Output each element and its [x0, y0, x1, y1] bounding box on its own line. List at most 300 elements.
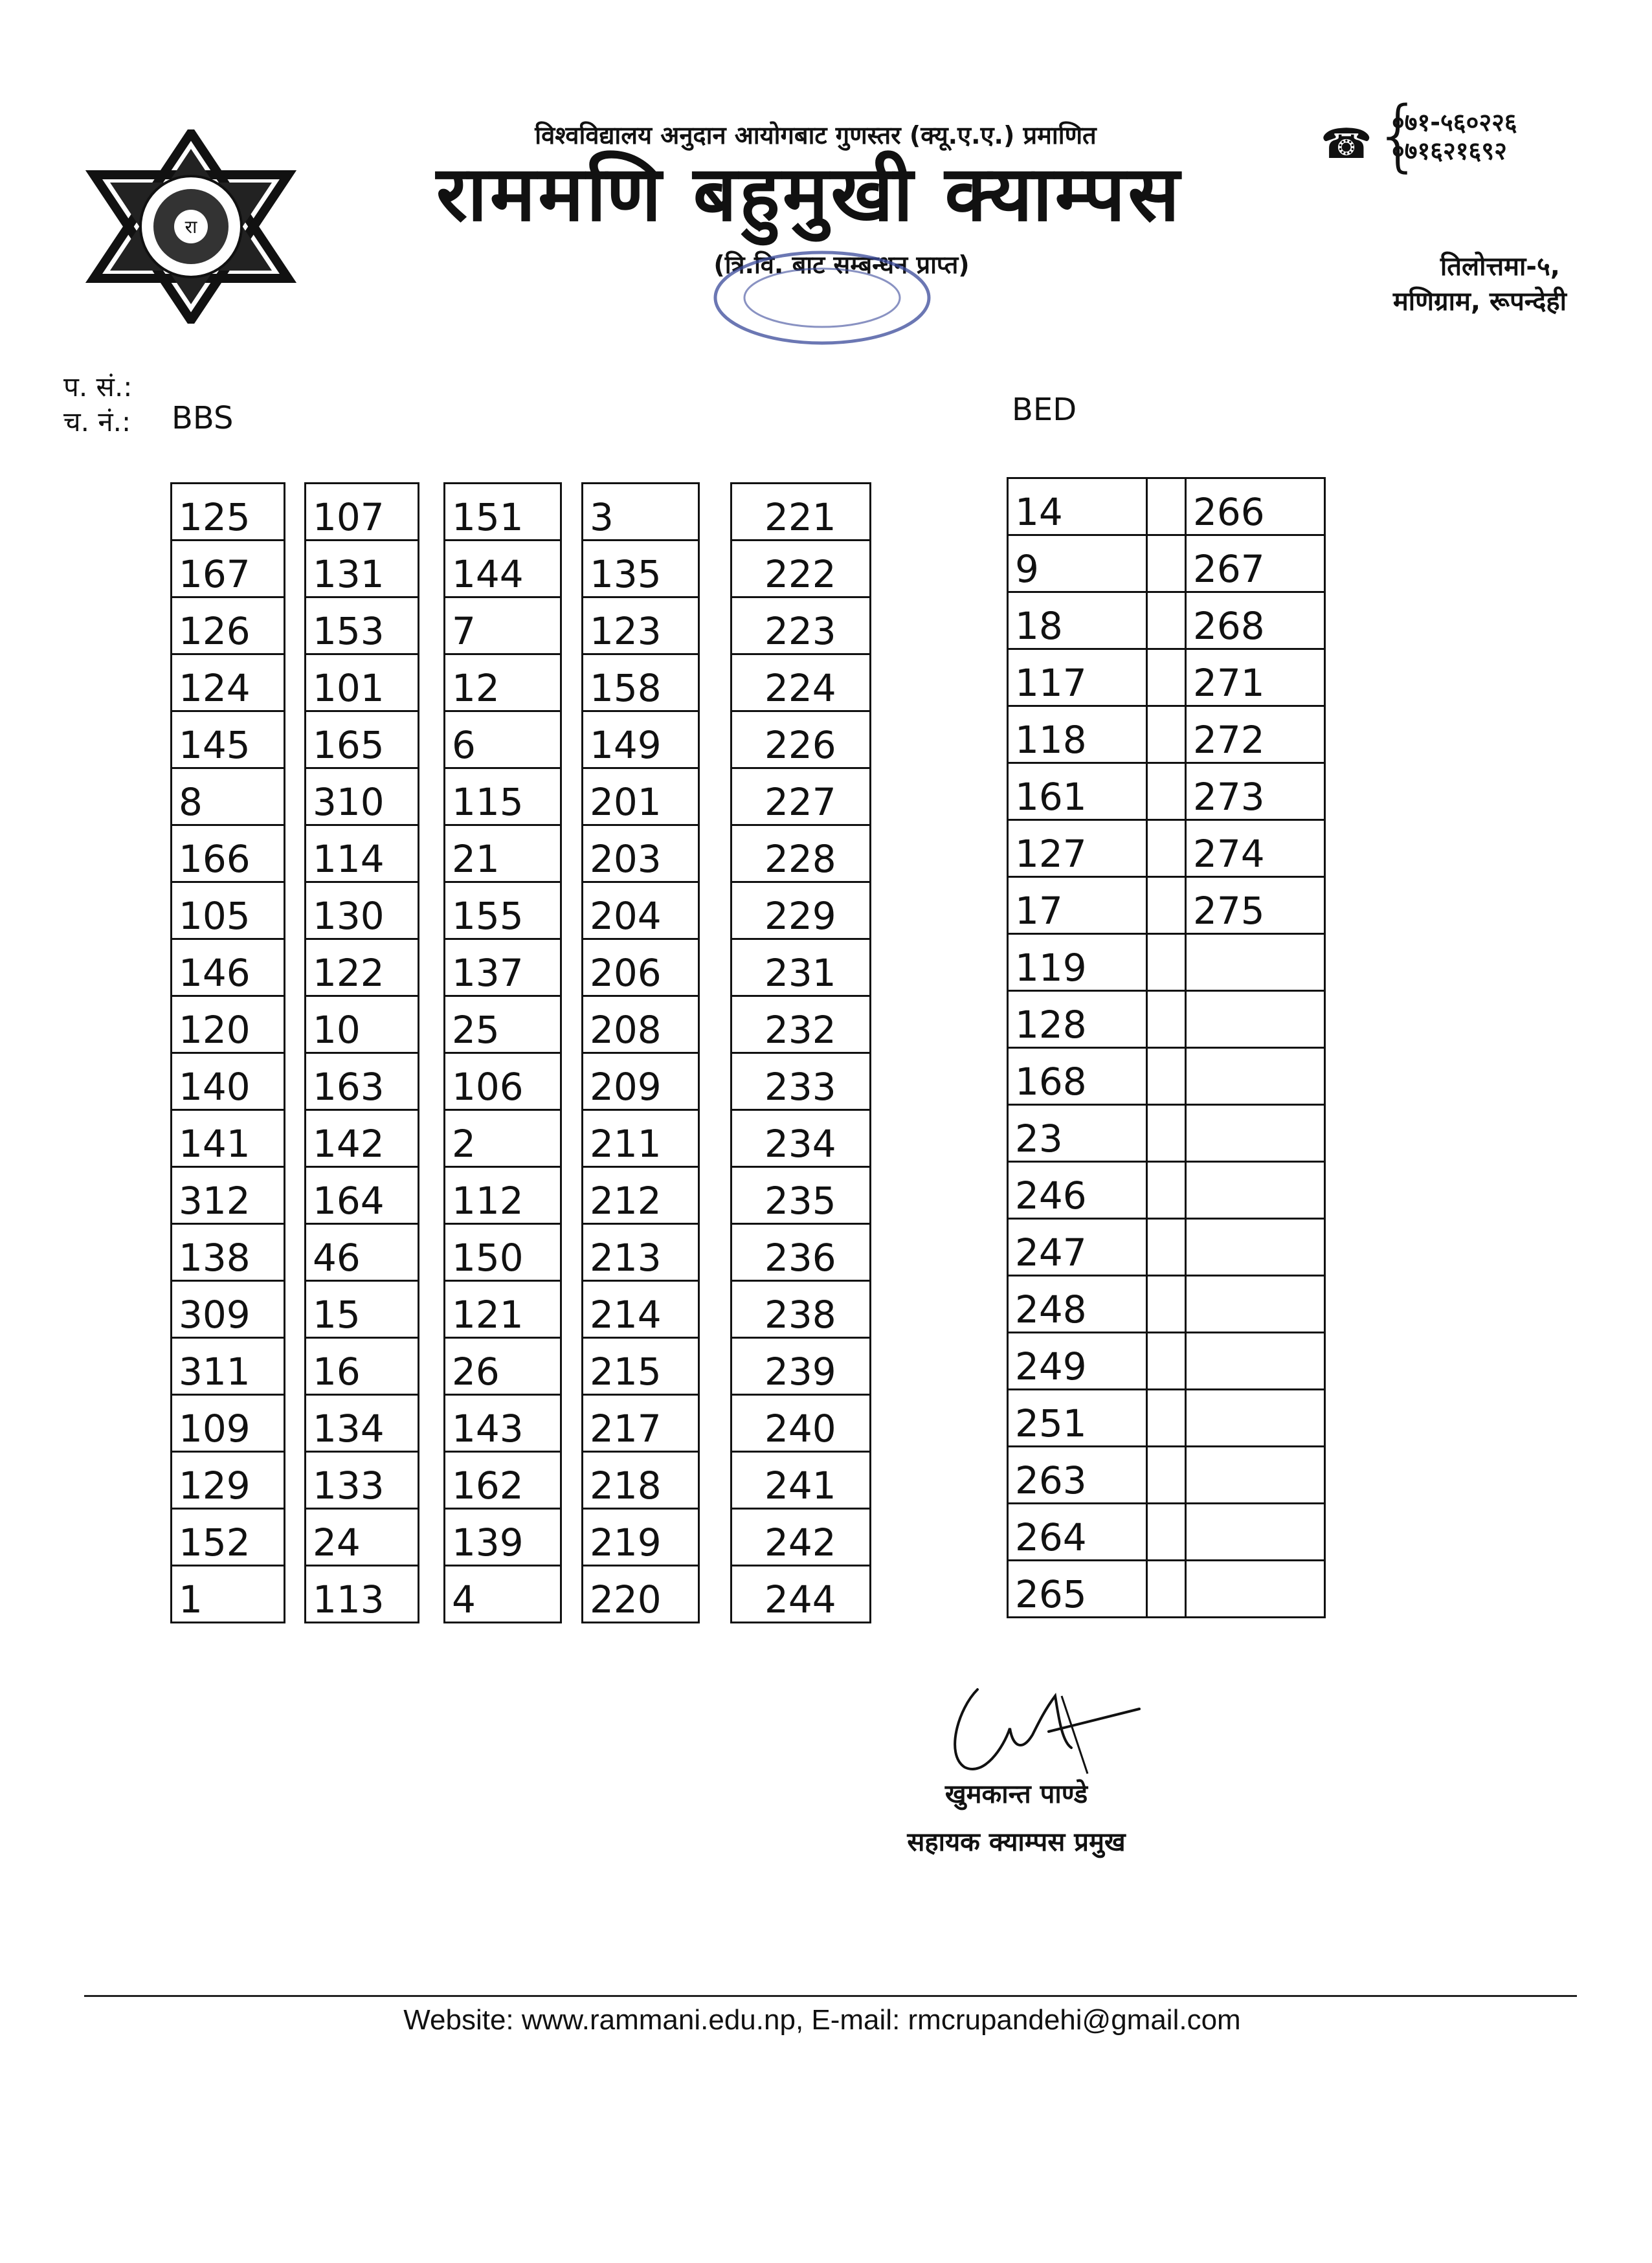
- roll-number-cell: 272: [1186, 706, 1325, 763]
- roll-number-cell: 2: [445, 1110, 561, 1167]
- roll-number-cell: 46: [306, 1224, 419, 1281]
- roll-number-cell: 124: [172, 654, 285, 711]
- roll-number-cell: 208: [583, 996, 699, 1053]
- roll-number-cell: 9: [1008, 535, 1147, 592]
- roll-number-cell: 266: [1186, 478, 1325, 535]
- roll-number-cell: 101: [306, 654, 419, 711]
- roll-number-cell: 162: [445, 1452, 561, 1509]
- brace-icon: {: [1374, 91, 1423, 181]
- affiliation-line: (त्रि.वि. बाट सम्बन्धन प्राप्त): [713, 251, 970, 279]
- roll-number-cell: 151: [445, 484, 561, 541]
- phone-number-2: ०७१६२१६९२: [1392, 137, 1507, 165]
- table-row: [306, 882, 419, 939]
- roll-number-cell: 274: [1186, 820, 1325, 877]
- roll-number-cell: 135: [583, 541, 699, 597]
- spacer-cell: [1147, 1105, 1186, 1162]
- table-row: [731, 597, 871, 654]
- table-row: [445, 654, 561, 711]
- table-row: [731, 939, 871, 996]
- spacer-cell: [1147, 706, 1186, 763]
- table-row: [445, 1395, 561, 1452]
- table-row: [1008, 1447, 1325, 1504]
- table-row: [583, 882, 699, 939]
- roll-number-cell: 4: [445, 1566, 561, 1623]
- roll-number-cell: 149: [583, 711, 699, 768]
- spacer-cell: [1147, 535, 1186, 592]
- table-row: [445, 1281, 561, 1338]
- table-row: [172, 1395, 285, 1452]
- table-row: [583, 1566, 699, 1623]
- roll-number-cell: 113: [306, 1566, 419, 1623]
- spacer-cell: [1147, 1333, 1186, 1390]
- roll-number-cell: 18: [1008, 592, 1147, 649]
- roll-number-cell: 165: [306, 711, 419, 768]
- roll-number-cell: 211: [583, 1110, 699, 1167]
- roll-number-cell: 25: [445, 996, 561, 1053]
- roll-number-cell: 214: [583, 1281, 699, 1338]
- table-row: [583, 1509, 699, 1566]
- roll-number-cell: 8: [172, 768, 285, 825]
- table-row: [583, 484, 699, 541]
- roll-number-cell: [1186, 1276, 1325, 1333]
- roll-number-cell: 158: [583, 654, 699, 711]
- table-row: [306, 1338, 419, 1395]
- table-row: [445, 541, 561, 597]
- signature-icon: [932, 1670, 1152, 1787]
- phone-number-1: ०७१-५६०२२६: [1392, 108, 1517, 137]
- table-row: [731, 1566, 871, 1623]
- roll-number-cell: [1186, 1105, 1325, 1162]
- table-row: [583, 711, 699, 768]
- table-row: [306, 1509, 419, 1566]
- spacer-cell: [1147, 1219, 1186, 1276]
- roll-number-cell: 161: [1008, 763, 1147, 820]
- roll-number-cell: 220: [583, 1566, 699, 1623]
- roll-number-cell: 229: [731, 882, 871, 939]
- spacer-cell: [1147, 763, 1186, 820]
- bbs-column-4: [581, 482, 700, 1623]
- table-row: [731, 1452, 871, 1509]
- table-row: [306, 768, 419, 825]
- table-row: [1008, 592, 1325, 649]
- table-row: [306, 484, 419, 541]
- roll-number-cell: 150: [445, 1224, 561, 1281]
- roll-number-cell: 127: [1008, 820, 1147, 877]
- spacer-cell: [1147, 478, 1186, 535]
- roll-number-cell: 146: [172, 939, 285, 996]
- telephone-icon: ☎: [1321, 120, 1372, 168]
- roll-number-cell: [1186, 934, 1325, 991]
- roll-number-cell: 275: [1186, 877, 1325, 934]
- roll-number-cell: 131: [306, 541, 419, 597]
- table-row: [583, 825, 699, 882]
- roll-number-cell: 224: [731, 654, 871, 711]
- table-row: [445, 1566, 561, 1623]
- roll-number-cell: 206: [583, 939, 699, 996]
- table-row: [445, 825, 561, 882]
- roll-number-cell: 15: [306, 1281, 419, 1338]
- bbs-column-1: [170, 482, 285, 1623]
- roll-number-cell: 235: [731, 1167, 871, 1224]
- table-row: [731, 1509, 871, 1566]
- roll-number-cell: 134: [306, 1395, 419, 1452]
- table-row: [172, 1167, 285, 1224]
- roll-number-cell: 201: [583, 768, 699, 825]
- table-row: [445, 711, 561, 768]
- roll-number-cell: [1186, 1219, 1325, 1276]
- roll-number-cell: 221: [731, 484, 871, 541]
- table-row: [583, 1224, 699, 1281]
- roll-number-cell: 203: [583, 825, 699, 882]
- roll-number-cell: 241: [731, 1452, 871, 1509]
- roll-number-cell: 16: [306, 1338, 419, 1395]
- ugc-certification-line: विश्वविद्यालय अनुदान आयोगबाट गुणस्तर (क्यू.ए.ए.) प्रमाणित: [535, 121, 1097, 150]
- roll-number-cell: 164: [306, 1167, 419, 1224]
- table-row: [172, 484, 285, 541]
- table-row: [731, 1167, 871, 1224]
- table-row: [172, 1053, 285, 1110]
- table-row: [731, 541, 871, 597]
- roll-number-cell: 129: [172, 1452, 285, 1509]
- table-row: [731, 1395, 871, 1452]
- table-row: [731, 484, 871, 541]
- table-row: [583, 768, 699, 825]
- table-row: [1008, 1504, 1325, 1561]
- spacer-cell: [1147, 1447, 1186, 1504]
- roll-number-cell: 238: [731, 1281, 871, 1338]
- table-row: [731, 654, 871, 711]
- table-row: [583, 1281, 699, 1338]
- table-row: [1008, 535, 1325, 592]
- table-row: [731, 882, 871, 939]
- roll-number-cell: 114: [306, 825, 419, 882]
- spacer-cell: [1147, 1162, 1186, 1219]
- roll-number-cell: 130: [306, 882, 419, 939]
- roll-number-cell: 212: [583, 1167, 699, 1224]
- table-row: [172, 825, 285, 882]
- table-row: [306, 939, 419, 996]
- roll-number-cell: 23: [1008, 1105, 1147, 1162]
- bbs-column-2: [304, 482, 419, 1623]
- roll-number-cell: 17: [1008, 877, 1147, 934]
- table-row: [1008, 706, 1325, 763]
- table-row: [731, 768, 871, 825]
- table-row: [306, 654, 419, 711]
- table-row: [1008, 1048, 1325, 1105]
- roll-number-cell: 163: [306, 1053, 419, 1110]
- roll-number-cell: 152: [172, 1509, 285, 1566]
- roll-number-cell: 228: [731, 825, 871, 882]
- roll-number-cell: [1186, 1333, 1325, 1390]
- table-row: [172, 1281, 285, 1338]
- spacer-cell: [1147, 1561, 1186, 1618]
- table-row: [583, 996, 699, 1053]
- roll-number-cell: 310: [306, 768, 419, 825]
- roll-number-cell: 140: [172, 1053, 285, 1110]
- table-row: [731, 1338, 871, 1395]
- table-row: [172, 939, 285, 996]
- roll-number-cell: 263: [1008, 1447, 1147, 1504]
- roll-number-cell: 265: [1008, 1561, 1147, 1618]
- roll-number-cell: 1: [172, 1566, 285, 1623]
- address-line-2: मणिग्राम, रूपन्देही: [1392, 287, 1567, 317]
- table-row: [306, 1566, 419, 1623]
- roll-number-cell: 109: [172, 1395, 285, 1452]
- footer-divider: [84, 1995, 1577, 1997]
- roll-number-cell: 251: [1008, 1390, 1147, 1447]
- table-row: [172, 1509, 285, 1566]
- roll-number-cell: 311: [172, 1338, 285, 1395]
- roll-number-cell: 138: [172, 1224, 285, 1281]
- spacer-cell: [1147, 1504, 1186, 1561]
- table-row: [172, 996, 285, 1053]
- table-row: [731, 1281, 871, 1338]
- roll-number-cell: 218: [583, 1452, 699, 1509]
- roll-number-cell: 267: [1186, 535, 1325, 592]
- table-row: [306, 597, 419, 654]
- roll-number-cell: 153: [306, 597, 419, 654]
- svg-text:रा: रा: [184, 216, 197, 238]
- roll-number-cell: 167: [172, 541, 285, 597]
- table-row: [172, 654, 285, 711]
- table-row: [583, 1338, 699, 1395]
- ps-label: प. सं.:: [63, 371, 133, 403]
- table-row: [172, 1566, 285, 1623]
- spacer-cell: [1147, 991, 1186, 1048]
- roll-number-cell: 242: [731, 1509, 871, 1566]
- roll-number-cell: 107: [306, 484, 419, 541]
- roll-number-cell: 125: [172, 484, 285, 541]
- roll-number-cell: 115: [445, 768, 561, 825]
- table-row: [445, 768, 561, 825]
- roll-number-cell: 232: [731, 996, 871, 1053]
- table-row: [445, 1224, 561, 1281]
- table-row: [306, 1053, 419, 1110]
- table-row: [306, 996, 419, 1053]
- roll-number-cell: 268: [1186, 592, 1325, 649]
- table-row: [306, 1224, 419, 1281]
- table-row: [1008, 1333, 1325, 1390]
- roll-number-cell: 12: [445, 654, 561, 711]
- roll-number-cell: 168: [1008, 1048, 1147, 1105]
- roll-number-cell: 239: [731, 1338, 871, 1395]
- address-line-1: तिलोत्तमा-५,: [1440, 252, 1560, 282]
- spacer-cell: [1147, 1276, 1186, 1333]
- roll-number-cell: [1186, 991, 1325, 1048]
- spacer-cell: [1147, 934, 1186, 991]
- table-row: [1008, 1276, 1325, 1333]
- tu-logo-icon: [84, 129, 298, 324]
- bed-heading: BED: [1012, 392, 1077, 428]
- roll-number-cell: 141: [172, 1110, 285, 1167]
- roll-number-cell: 244: [731, 1566, 871, 1623]
- roll-number-cell: 227: [731, 768, 871, 825]
- roll-number-cell: 7: [445, 597, 561, 654]
- roll-number-cell: [1186, 1162, 1325, 1219]
- table-row: [1008, 649, 1325, 706]
- roll-number-cell: 105: [172, 882, 285, 939]
- table-row: [583, 1395, 699, 1452]
- roll-number-cell: 204: [583, 882, 699, 939]
- roll-number-cell: 6: [445, 711, 561, 768]
- table-row: [445, 1110, 561, 1167]
- roll-number-cell: 21: [445, 825, 561, 882]
- table-row: [583, 1110, 699, 1167]
- table-row: [172, 597, 285, 654]
- table-row: [306, 1452, 419, 1509]
- table-row: [731, 711, 871, 768]
- roll-number-cell: 117: [1008, 649, 1147, 706]
- roll-number-cell: 247: [1008, 1219, 1147, 1276]
- roll-number-cell: 120: [172, 996, 285, 1053]
- table-row: [306, 1395, 419, 1452]
- roll-number-cell: [1186, 1561, 1325, 1618]
- roll-number-cell: 14: [1008, 478, 1147, 535]
- table-row: [172, 1224, 285, 1281]
- roll-number-cell: 219: [583, 1509, 699, 1566]
- table-row: [1008, 820, 1325, 877]
- roll-number-cell: 271: [1186, 649, 1325, 706]
- roll-number-cell: 126: [172, 597, 285, 654]
- roll-number-cell: 106: [445, 1053, 561, 1110]
- roll-number-cell: 10: [306, 996, 419, 1053]
- table-row: [583, 541, 699, 597]
- table-row: [445, 484, 561, 541]
- roll-number-cell: 112: [445, 1167, 561, 1224]
- roll-number-cell: 222: [731, 541, 871, 597]
- table-row: [172, 1452, 285, 1509]
- table-row: [445, 1509, 561, 1566]
- college-name: राममणि बहुमुखी क्याम्पस: [436, 149, 1183, 238]
- roll-number-cell: 248: [1008, 1276, 1147, 1333]
- roll-number-cell: 119: [1008, 934, 1147, 991]
- roll-number-cell: 142: [306, 1110, 419, 1167]
- table-row: [172, 768, 285, 825]
- roll-number-cell: 312: [172, 1167, 285, 1224]
- spacer-cell: [1147, 820, 1186, 877]
- table-row: [172, 541, 285, 597]
- spacer-cell: [1147, 1390, 1186, 1447]
- roll-number-cell: 217: [583, 1395, 699, 1452]
- roll-number-cell: [1186, 1504, 1325, 1561]
- table-row: [306, 1110, 419, 1167]
- roll-number-cell: 309: [172, 1281, 285, 1338]
- spacer-cell: [1147, 649, 1186, 706]
- roll-number-cell: 24: [306, 1509, 419, 1566]
- roll-number-cell: 249: [1008, 1333, 1147, 1390]
- roll-number-cell: 133: [306, 1452, 419, 1509]
- roll-number-cell: 3: [583, 484, 699, 541]
- table-row: [583, 1452, 699, 1509]
- roll-number-cell: 231: [731, 939, 871, 996]
- table-row: [445, 1338, 561, 1395]
- table-row: [1008, 991, 1325, 1048]
- roll-number-cell: 123: [583, 597, 699, 654]
- bbs-column-3: [443, 482, 562, 1623]
- table-row: [172, 1338, 285, 1395]
- roll-number-cell: 139: [445, 1509, 561, 1566]
- roll-number-cell: [1186, 1390, 1325, 1447]
- signer-designation: सहायक क्याम्पस प्रमुख: [907, 1827, 1126, 1857]
- table-row: [731, 1224, 871, 1281]
- table-row: [1008, 763, 1325, 820]
- roll-number-cell: 234: [731, 1110, 871, 1167]
- table-row: [1008, 1561, 1325, 1618]
- footer-contact: Website: www.rammani.edu.np, E-mail: rmcrupandehi@gmail.com: [403, 2004, 1241, 2036]
- cn-label: च. नं.:: [63, 406, 131, 438]
- roll-number-cell: 246: [1008, 1162, 1147, 1219]
- table-row: [306, 541, 419, 597]
- roll-number-cell: 273: [1186, 763, 1325, 820]
- spacer-cell: [1147, 1048, 1186, 1105]
- roll-number-cell: 226: [731, 711, 871, 768]
- table-row: [306, 711, 419, 768]
- roll-number-cell: 122: [306, 939, 419, 996]
- table-row: [1008, 1390, 1325, 1447]
- table-row: [306, 825, 419, 882]
- table-row: [445, 996, 561, 1053]
- roll-number-cell: 137: [445, 939, 561, 996]
- table-row: [1008, 1162, 1325, 1219]
- table-row: [583, 939, 699, 996]
- roll-number-cell: 209: [583, 1053, 699, 1110]
- table-row: [1008, 1219, 1325, 1276]
- roll-number-cell: [1186, 1048, 1325, 1105]
- table-row: [583, 654, 699, 711]
- table-row: [306, 1281, 419, 1338]
- table-row: [583, 597, 699, 654]
- roll-number-cell: 236: [731, 1224, 871, 1281]
- college-stamp-icon: [706, 243, 939, 359]
- table-row: [172, 1110, 285, 1167]
- roll-number-cell: 240: [731, 1395, 871, 1452]
- table-row: [1008, 478, 1325, 535]
- table-row: [445, 882, 561, 939]
- table-row: [731, 1110, 871, 1167]
- spacer-cell: [1147, 592, 1186, 649]
- bbs-heading: BBS: [172, 400, 234, 436]
- bbs-column-5: [730, 482, 871, 1623]
- table-row: [583, 1053, 699, 1110]
- table-row: [731, 825, 871, 882]
- table-row: [172, 882, 285, 939]
- roll-number-cell: 144: [445, 541, 561, 597]
- signer-name: खुमकान्त पाण्डे: [944, 1779, 1088, 1809]
- roll-number-cell: 128: [1008, 991, 1147, 1048]
- roll-number-cell: 155: [445, 882, 561, 939]
- table-row: [731, 1053, 871, 1110]
- table-row: [172, 711, 285, 768]
- table-row: [731, 996, 871, 1053]
- table-row: [1008, 877, 1325, 934]
- table-row: [583, 1167, 699, 1224]
- bed-table: [1007, 477, 1326, 1618]
- table-row: [306, 1167, 419, 1224]
- table-row: [445, 1167, 561, 1224]
- table-row: [445, 1053, 561, 1110]
- roll-number-cell: 166: [172, 825, 285, 882]
- roll-number-cell: 118: [1008, 706, 1147, 763]
- roll-number-cell: 145: [172, 711, 285, 768]
- roll-number-cell: 264: [1008, 1504, 1147, 1561]
- roll-number-cell: 121: [445, 1281, 561, 1338]
- roll-number-cell: 26: [445, 1338, 561, 1395]
- table-row: [445, 597, 561, 654]
- table-row: [445, 939, 561, 996]
- roll-number-cell: 233: [731, 1053, 871, 1110]
- roll-number-cell: 143: [445, 1395, 561, 1452]
- roll-number-cell: 213: [583, 1224, 699, 1281]
